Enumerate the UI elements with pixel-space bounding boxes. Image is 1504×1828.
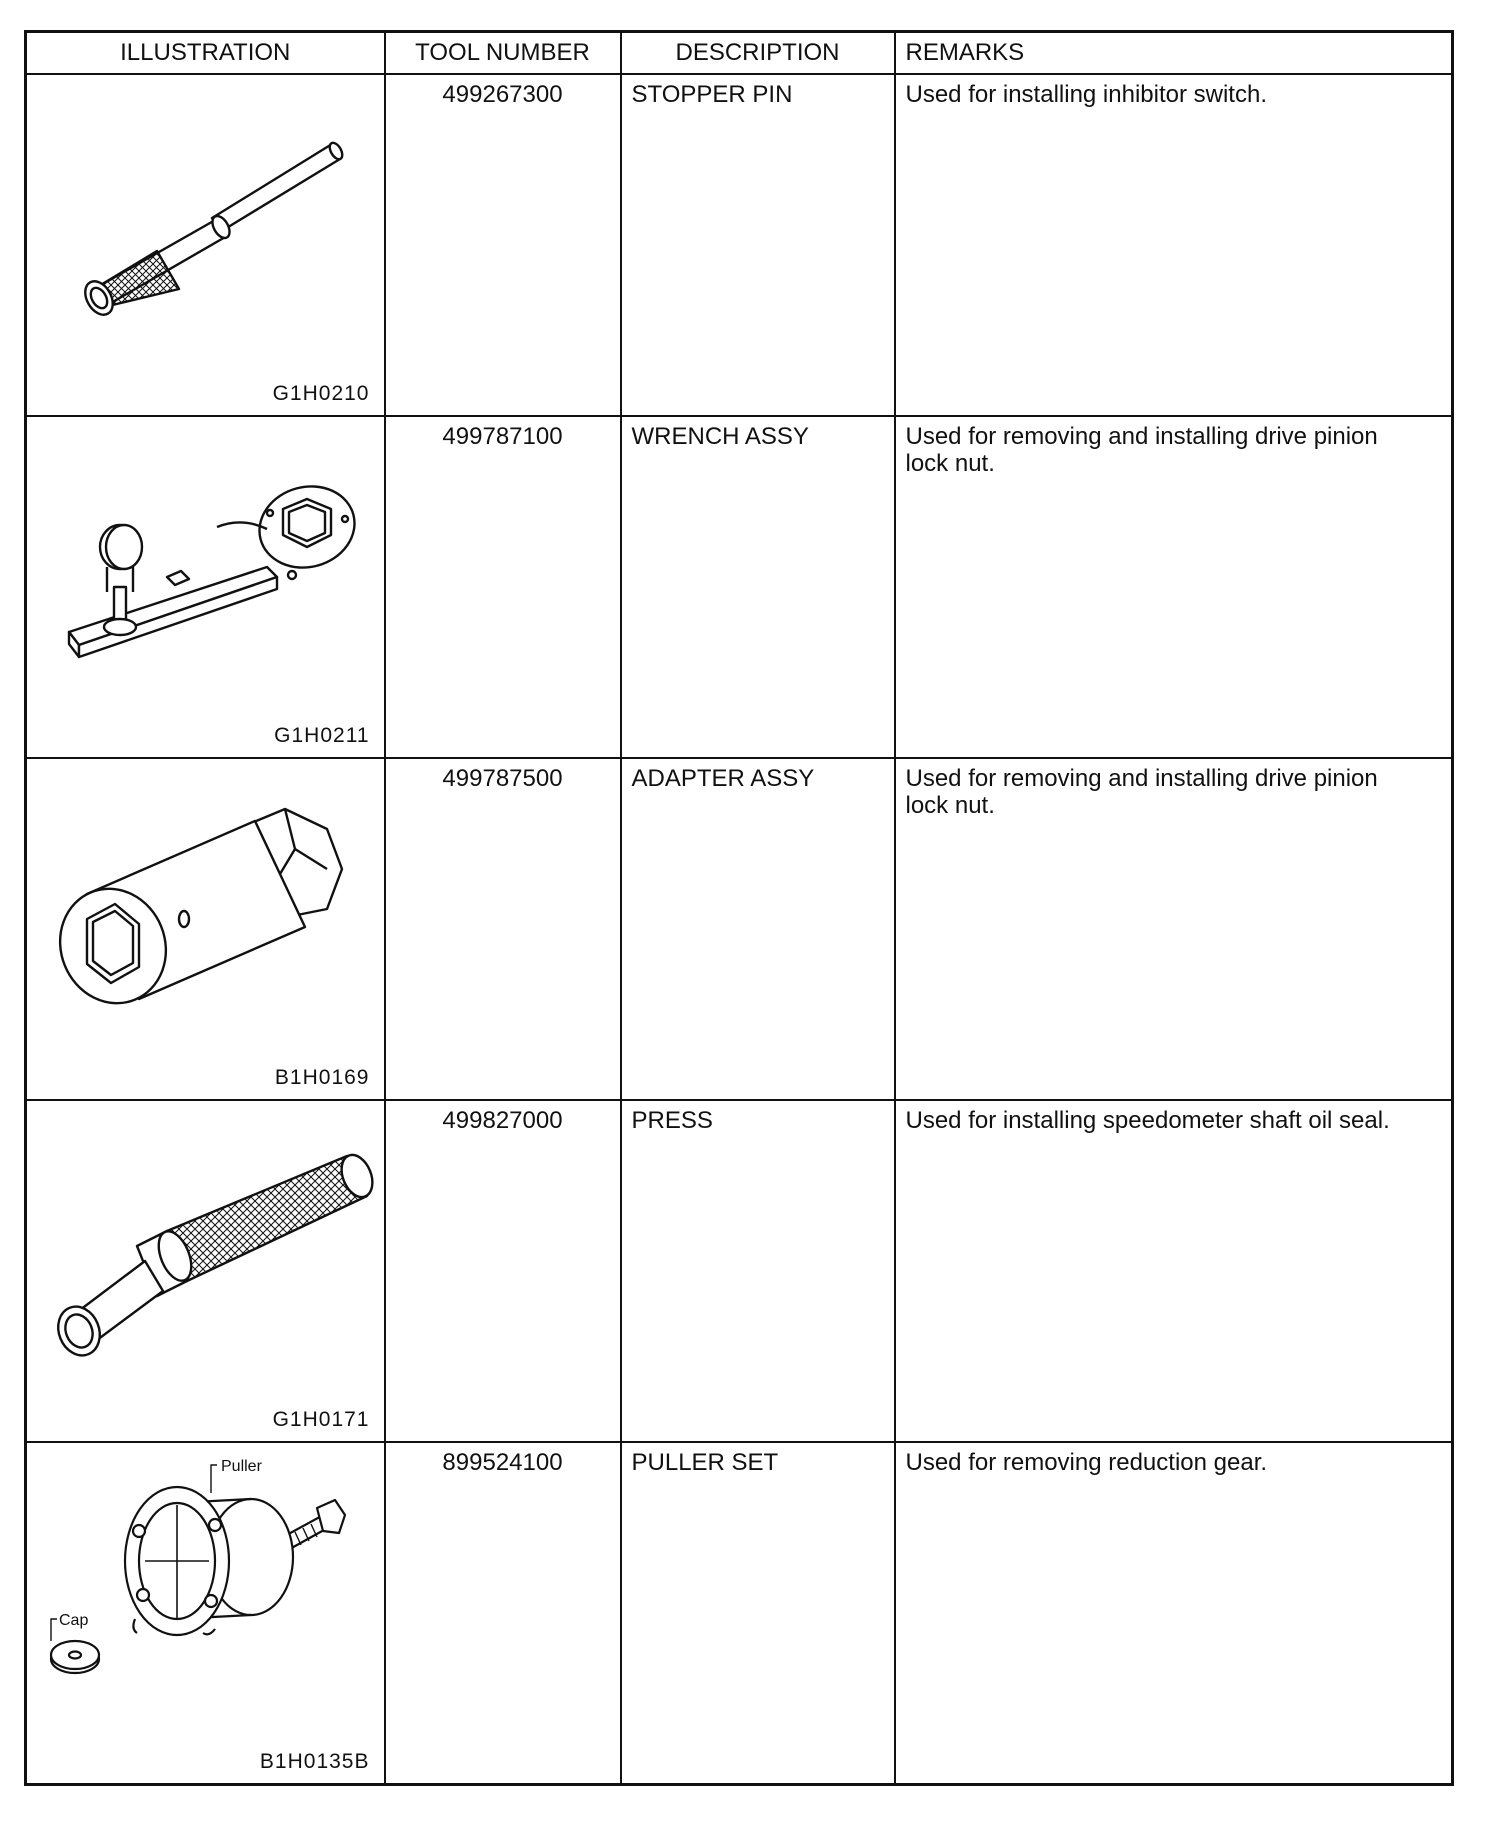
illustration-cell xyxy=(26,416,385,758)
table-row xyxy=(26,74,1453,416)
remarks-cell: Used for installing speedometer shaft oil seal. xyxy=(895,1100,1453,1442)
table-header-row xyxy=(26,32,1453,75)
description-cell: WRENCH ASSY xyxy=(621,416,895,758)
description-cell: ADAPTER ASSY xyxy=(621,758,895,1100)
table-row xyxy=(26,416,1453,758)
figure-code: B1H0135B xyxy=(259,1750,370,1773)
remarks-cell: Used for removing and installing drive pinion lock nut. xyxy=(895,758,1453,1100)
illustration-cell xyxy=(26,758,385,1100)
table-row xyxy=(26,758,1453,1100)
tool-number-cell: 499787500 xyxy=(385,758,621,1100)
illustration-cell xyxy=(26,1100,385,1442)
header-description: DESCRIPTION xyxy=(621,32,895,75)
special-tools-table xyxy=(24,30,1454,1786)
stopper-pin-icon xyxy=(27,75,382,409)
figure-code: B1H0169 xyxy=(274,1066,370,1089)
wrench-assy-icon xyxy=(27,417,382,751)
tool-number-cell: 899524100 xyxy=(385,1442,621,1785)
figure-code: G1H0211 xyxy=(274,724,370,747)
description-cell: PULLER SET xyxy=(621,1442,895,1785)
header-illustration: ILLUSTRATION xyxy=(26,32,385,75)
adapter-assy-icon xyxy=(27,759,382,1093)
illustration-cell xyxy=(26,1442,385,1785)
remarks-cell: Used for removing and installing drive pinion lock nut. xyxy=(895,416,1453,758)
table-row xyxy=(26,1442,1453,1785)
callout-cap: Cap xyxy=(59,1612,89,1629)
description-cell: PRESS xyxy=(621,1100,895,1442)
tool-number-cell: 499787100 xyxy=(385,416,621,758)
figure-code: G1H0210 xyxy=(272,382,370,405)
press-icon xyxy=(27,1101,382,1435)
puller-set-icon xyxy=(27,1443,382,1777)
figure-code: G1H0171 xyxy=(272,1408,370,1431)
description-cell: STOPPER PIN xyxy=(621,74,895,416)
tool-number-cell: 499827000 xyxy=(385,1100,621,1442)
callout-puller: Puller xyxy=(221,1458,262,1475)
remarks-cell: Used for removing reduction gear. xyxy=(895,1442,1453,1785)
table-row xyxy=(26,1100,1453,1442)
remarks-cell: Used for installing inhibitor switch. xyxy=(895,74,1453,416)
header-tool-number: TOOL NUMBER xyxy=(385,32,621,75)
tool-number-cell: 499267300 xyxy=(385,74,621,416)
header-remarks: REMARKS xyxy=(895,32,1453,75)
illustration-cell xyxy=(26,74,385,416)
